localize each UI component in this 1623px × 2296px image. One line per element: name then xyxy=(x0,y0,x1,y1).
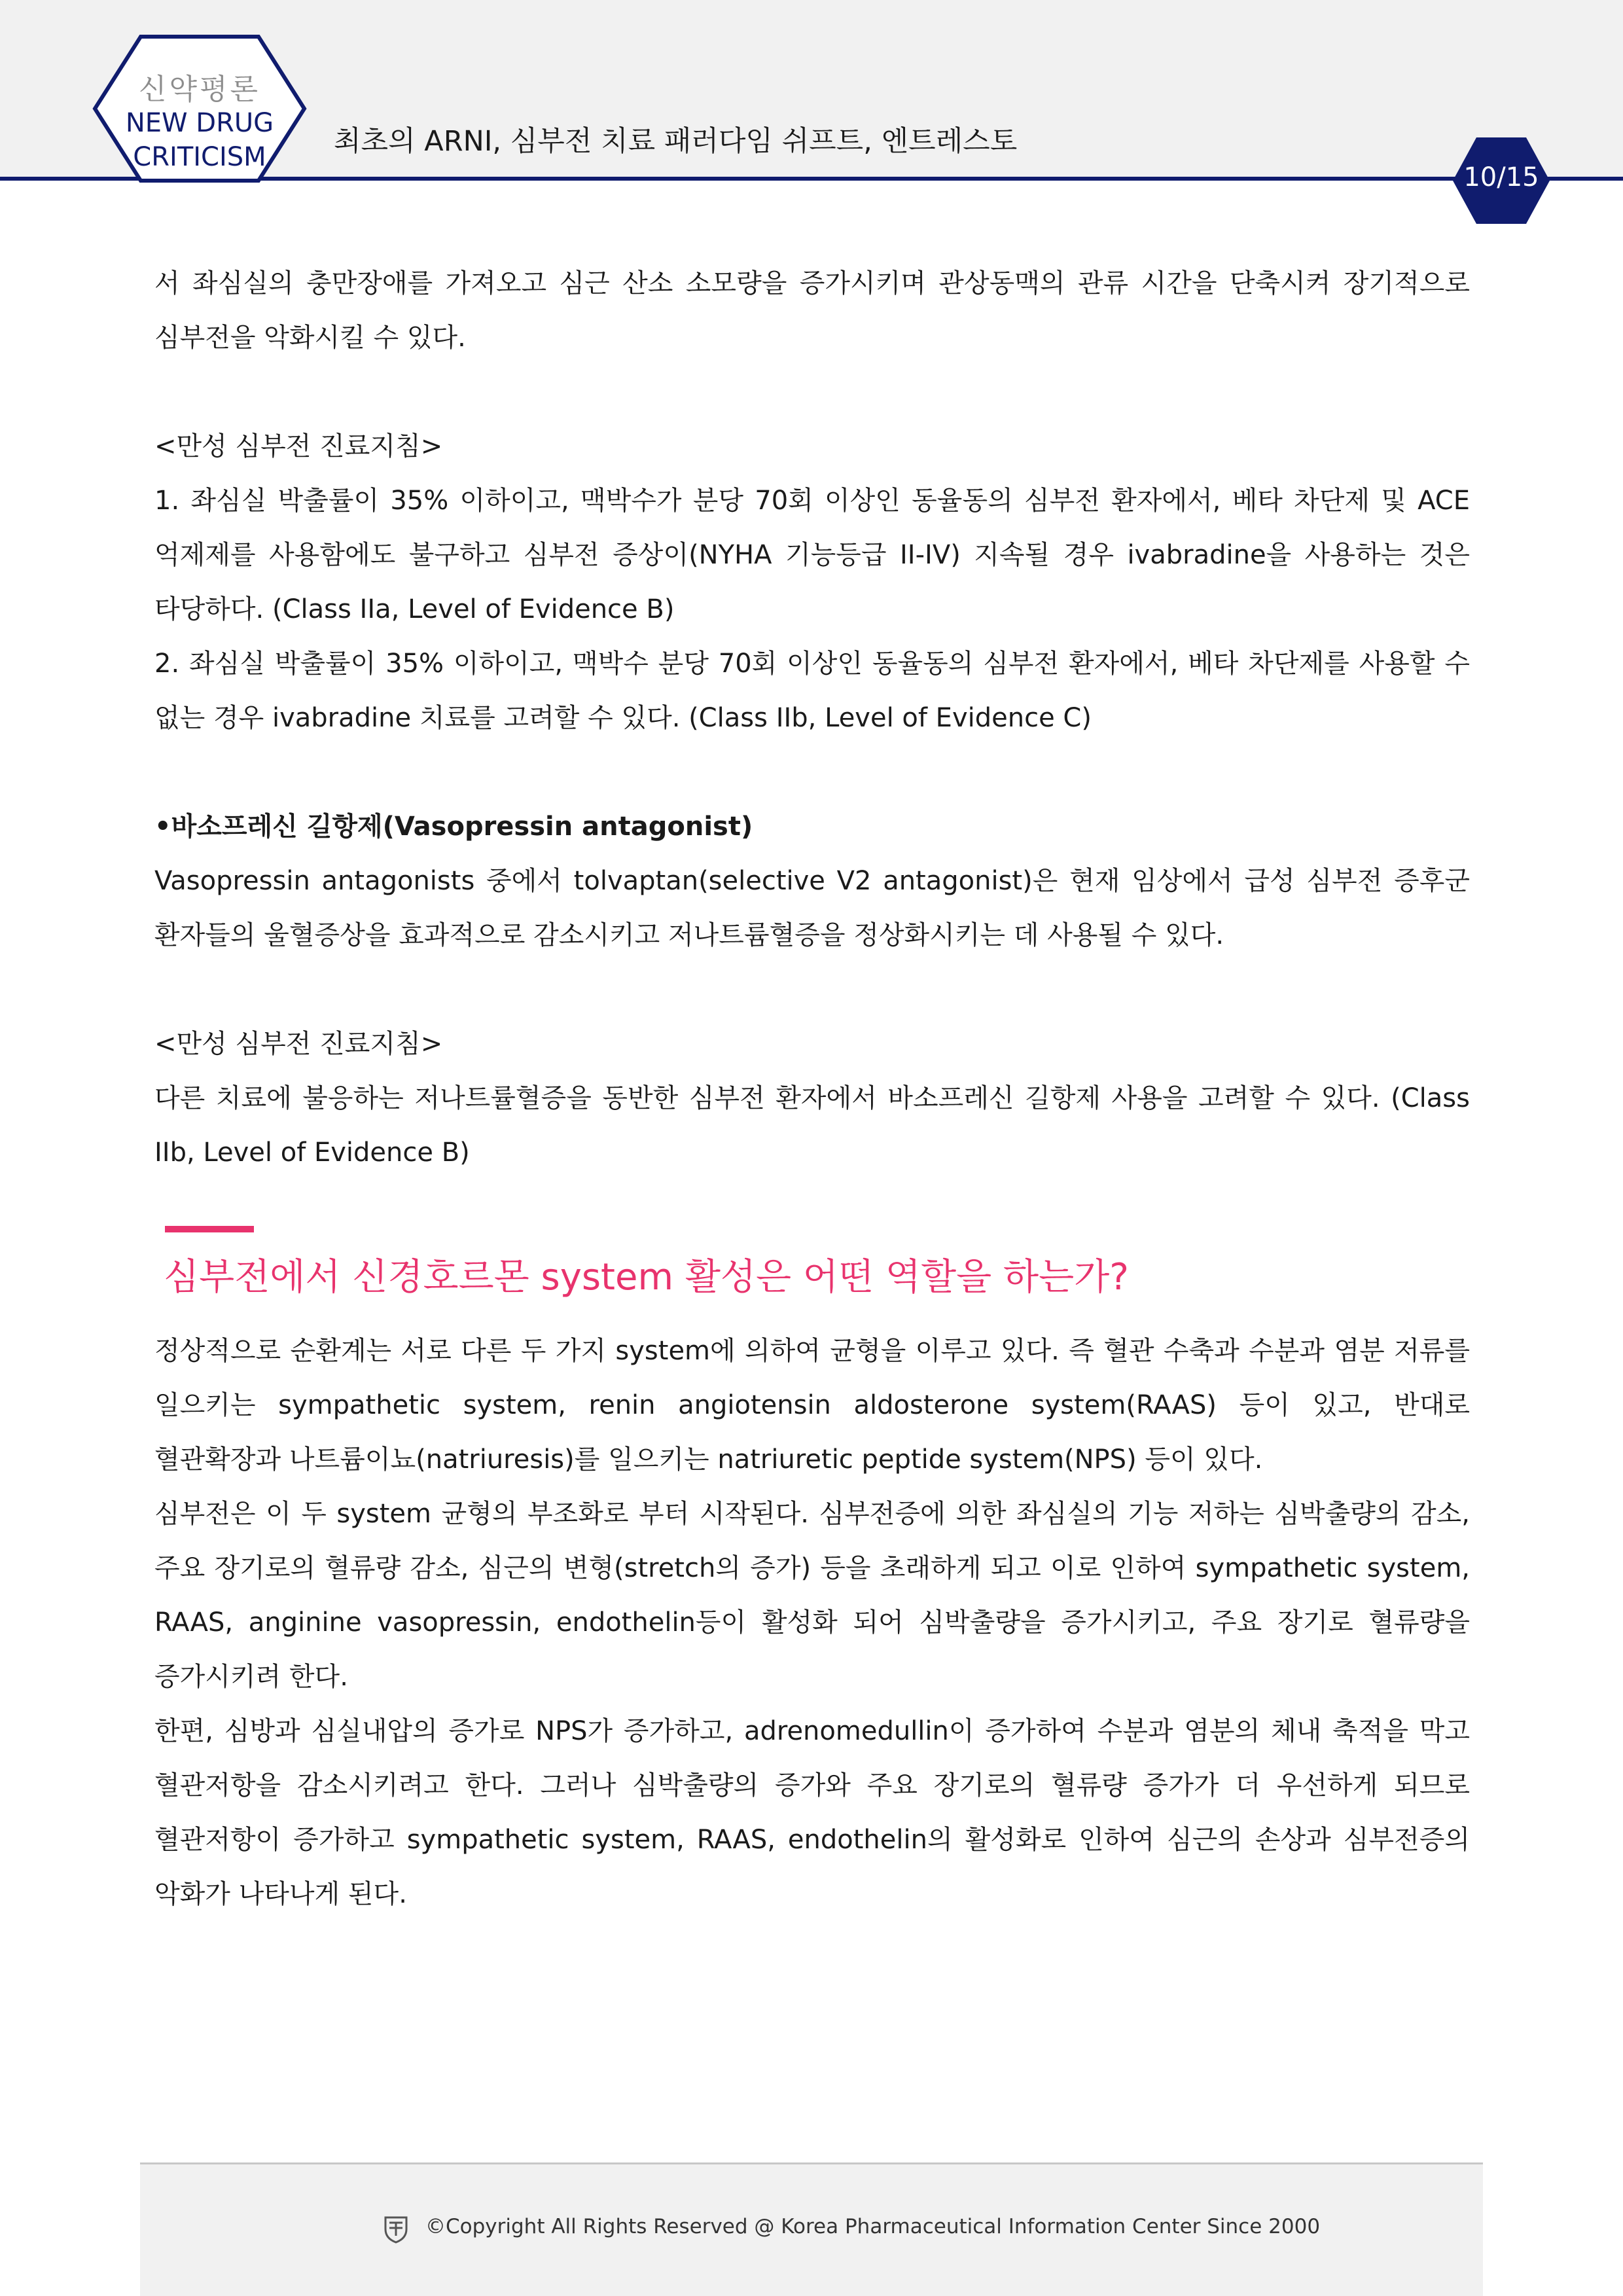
section-heading: 심부전에서 신경호르몬 system 활성은 어떤 역할을 하는가? xyxy=(164,1256,1129,1299)
guideline-item-1: 1. 좌심실 박출률이 35% 이하이고, 맥박수가 분당 70회 이상인 동율동의 심부전 환자에서, 베타 차단제 및 ACE 억제제를 사용함에도 불구하고 심부전 증상이(NYHA 기능등급 II-IV) 지속될 경우 ivabradine을 사용하는 것은 타당하다. (Class IIa, Level of Evidence B) xyxy=(154,486,1470,624)
vasopressin-paragraph: Vasopressin antagonists 중에서 tolvaptan(selective V2 antagonist)은 현재 임상에서 급성 심부전 증후군 환자들의 울혈증상을 효과적으로 감소시키고 저나트륨혈증을 정상화시키는 데 사용될 수 있다. xyxy=(154,866,1470,950)
page-number: 10/15 xyxy=(1463,162,1539,192)
logo-english-line1: NEW DRUG xyxy=(125,108,274,138)
section-accent-bar xyxy=(165,1226,254,1232)
guideline-text-2: 다른 치료에 불응하는 저나트률혈증을 동반한 심부전 환자에서 바소프레신 길항제 사용을 고려할 수 있다. (Class IIb, Level of Evidence B) xyxy=(154,1083,1470,1168)
neurohormone-paragraph-1: 정상적으로 순환계는 서로 다른 두 가지 system에 의하여 균형을 이루고 있다. 즉 혈관 수축과 수분과 염분 저류를 일으키는 sympathetic system, renin angiotensin aldosterone system(RAAS) 등이 있고, 반대로 혈관확장과 나트륨이뇨(natriuresis)를 일으키는 natriuretic peptide system(NPS) 등이 있다. xyxy=(154,1336,1470,1475)
guideline-heading: <만성 심부전 진료지침> xyxy=(154,431,443,461)
shield-crest-icon xyxy=(383,2215,409,2244)
vasopressin-heading: •바소프레신 길항제(Vasopressin antagonist) xyxy=(154,812,753,842)
logo-korean-text: 신약평론 xyxy=(138,73,260,106)
neurohormone-paragraph-3: 한편, 심방과 심실내압의 증가로 NPS가 증가하고, adrenomedullin이 증가하여 수분과 염분의 체내 축적을 막고 혈관저항을 감소시키려고 한다. 그러나 심박출량의 증가와 주요 장기로의 혈류량 증가가 더 우선하게 되므로 혈관저항이 증가하고 sympathetic system, RAAS, endothelin의 활성화로 인하여 심근의 손상과 심부전증의 악화가 나타나게 된다. xyxy=(154,1716,1470,1909)
intro-paragraph: 서 좌심실의 충만장애를 가져오고 심근 산소 소모량을 증가시키며 관상동맥의 관류 시간을 단축시켜 장기적으로 심부전을 악화시킬 수 있다. xyxy=(154,268,1470,353)
main-content xyxy=(154,257,1470,1922)
header-title: 최초의 ARNI, 심부전 치료 패러다임 쉬프트, 엔트레스토 xyxy=(334,125,1018,158)
copyright-text: ©Copyright All Rights Reserved @ Korea Pharmaceutical Information Center Since 2000 xyxy=(425,2215,1321,2238)
guideline-item-2: 2. 좌심실 박출률이 35% 이하이고, 맥박수 분당 70회 이상인 동율동의 심부전 환자에서, 베타 차단제를 사용할 수 없는 경우 ivabradine 치료를 고려할 수 있다. (Class IIb, Level of Evidence C) xyxy=(154,649,1470,733)
logo-english-line2: CRITICISM xyxy=(133,142,266,172)
guideline-heading-2: <만성 심부전 진료지침> xyxy=(154,1029,443,1059)
neurohormone-paragraph-2: 심부전은 이 두 system 균형의 부조화로 부터 시작된다. 심부전증에 의한 좌심실의 기능 저하는 심박출량의 감소, 주요 장기로의 혈류량 감소, 심근의 변형(stretch의 증가) 등을 초래하게 되고 이로 인하여 sympathetic system, RAAS, anginine vasopressin, endothelin등이 활성화 되어 심박출량을 증가시키고, 주요 장기로 혈류량을 증가시키려 한다. xyxy=(154,1499,1470,1692)
